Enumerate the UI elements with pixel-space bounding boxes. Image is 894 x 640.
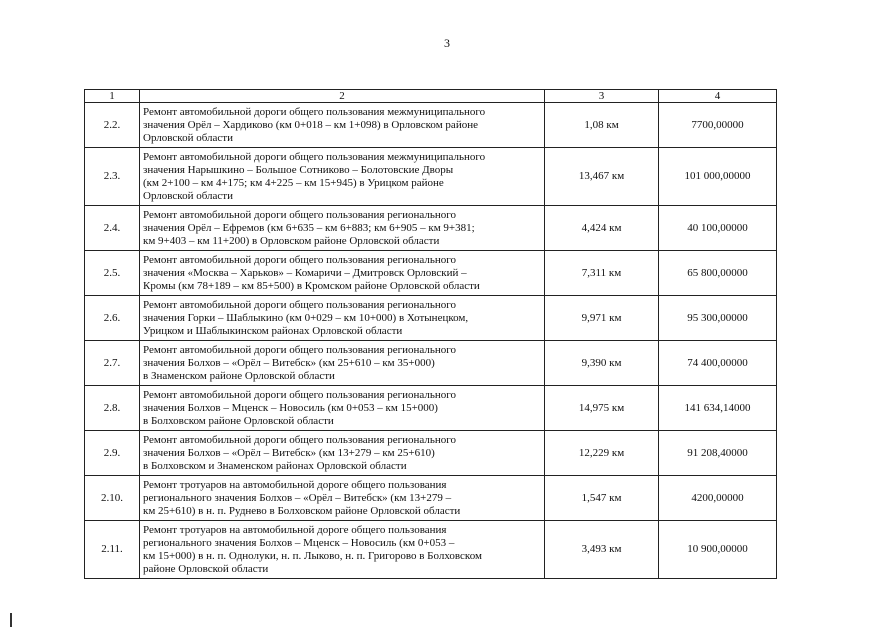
description-line: значения «Москва – Харьков» – Комаричи – Дмитровск Орловский – [143,266,467,279]
page-number: 3 [444,36,450,50]
description-line: значения Болхов – «Орёл – Витебск» (км 13+279 – км 25+610) [143,446,435,459]
row-number: 2.11. [85,521,140,579]
funding-amount: 91 208,40000 [659,431,777,476]
funding-amount: 40 100,00000 [659,206,777,251]
table-row [85,251,777,296]
description-line: в Болховском районе Орловской области [143,414,334,427]
funding-amount: 65 800,00000 [659,251,777,296]
row-number: 2.7. [85,341,140,386]
work-description [140,521,545,579]
works-table [84,89,777,579]
margin-mark [10,613,12,627]
description-line: значения Нарышкино – Большое Сотниково – Болотовские Дворы [143,163,454,176]
description-line: Кромы (км 78+189 – км 85+500) в Кромском районе Орловской области [143,279,480,292]
funding-amount: 10 900,00000 [659,521,777,579]
work-description [140,206,545,251]
description-line: км 9+403 – км 11+200) в Орловском районе Орловской области [143,234,440,247]
table-row [85,521,777,579]
description-line: районе Орловской области [143,562,269,575]
row-number: 2.5. [85,251,140,296]
row-number: 2.6. [85,296,140,341]
description-line: Орловской области [143,131,233,144]
table-row [85,431,777,476]
description-line: Ремонт автомобильной дороги общего пользования регионального [143,388,456,401]
description-line: регионального значения Болхов – «Орёл – Витебск» (км 13+279 – [143,491,452,504]
road-length: 1,547 км [545,476,659,521]
table-row [85,476,777,521]
work-description [140,296,545,341]
description-line: значения Орёл – Ефремов (км 6+635 – км 6+883; км 6+905 – км 9+381; [143,221,475,234]
description-line: Ремонт автомобильной дороги общего пользования регионального [143,343,456,356]
description-line: значения Орёл – Хардиково (км 0+018 – км 1+098) в Орловском районе [143,118,478,131]
work-description [140,251,545,296]
description-line: Ремонт автомобильной дороги общего пользования межмуниципального [143,150,486,163]
description-line: Ремонт автомобильной дороги общего пользования регионального [143,433,456,446]
table-body [85,103,777,579]
description-line: Ремонт автомобильной дороги общего пользования регионального [143,298,456,311]
road-length: 14,975 км [545,386,659,431]
description-line: Ремонт тротуаров на автомобильной дороге общего пользования [143,523,447,536]
header-col-2: 2 [140,90,545,103]
description-line: значения Болхов – «Орёл – Витебск» (км 25+610 – км 35+000) [143,356,435,369]
description-line: значения Горки – Шаблыкино (км 0+029 – км 10+000) в Хотынецком, [143,311,469,324]
row-number: 2.8. [85,386,140,431]
description-line: Ремонт автомобильной дороги общего пользования регионального [143,208,456,221]
funding-amount: 101 000,00000 [659,148,777,206]
funding-amount: 4200,00000 [659,476,777,521]
road-length: 13,467 км [545,148,659,206]
work-description [140,431,545,476]
row-number: 2.2. [85,103,140,148]
road-length: 9,390 км [545,341,659,386]
row-number: 2.3. [85,148,140,206]
funding-amount: 74 400,00000 [659,341,777,386]
road-length: 7,311 км [545,251,659,296]
header-col-1: 1 [85,90,140,103]
description-line: Ремонт автомобильной дороги общего пользования регионального [143,253,456,266]
description-line: км 25+610) в н. п. Руднево в Болховском районе Орловской области [143,504,461,517]
work-description [140,341,545,386]
road-length: 4,424 км [545,206,659,251]
table-row [85,296,777,341]
description-line: Ремонт автомобильной дороги общего пользования межмуниципального [143,105,486,118]
description-line: (км 2+100 – км 4+175; км 4+225 – км 15+945) в Урицком районе [143,176,444,189]
road-length: 3,493 км [545,521,659,579]
funding-amount: 7700,00000 [659,103,777,148]
table-row [85,148,777,206]
table-row [85,341,777,386]
row-number: 2.10. [85,476,140,521]
road-length: 1,08 км [545,103,659,148]
funding-amount: 141 634,14000 [659,386,777,431]
work-description [140,476,545,521]
road-length: 9,971 км [545,296,659,341]
row-number: 2.9. [85,431,140,476]
description-line: в Знаменском районе Орловской области [143,369,335,382]
table-row [85,206,777,251]
description-line: Урицком и Шаблыкинском районах Орловской области [143,324,403,337]
description-line: значения Болхов – Мценск – Новосиль (км 0+053 – км 15+000) [143,401,438,414]
description-line: регионального значения Болхов – Мценск – Новосиль (км 0+053 – [143,536,455,549]
funding-amount: 95 300,00000 [659,296,777,341]
header-col-3: 3 [545,90,659,103]
road-length: 12,229 км [545,431,659,476]
table-row [85,386,777,431]
header-col-4: 4 [659,90,777,103]
work-description [140,148,545,206]
description-line: Орловской области [143,189,233,202]
description-line: в Болховском и Знаменском районах Орловской области [143,459,407,472]
description-line: Ремонт тротуаров на автомобильной дороге общего пользования [143,478,447,491]
table-row [85,103,777,148]
work-description [140,386,545,431]
table-header-row [85,90,777,103]
work-description [140,103,545,148]
description-line: км 15+000) в н. п. Однолуки, н. п. Лыково, н. п. Григорово в Болховском [143,549,482,562]
row-number: 2.4. [85,206,140,251]
